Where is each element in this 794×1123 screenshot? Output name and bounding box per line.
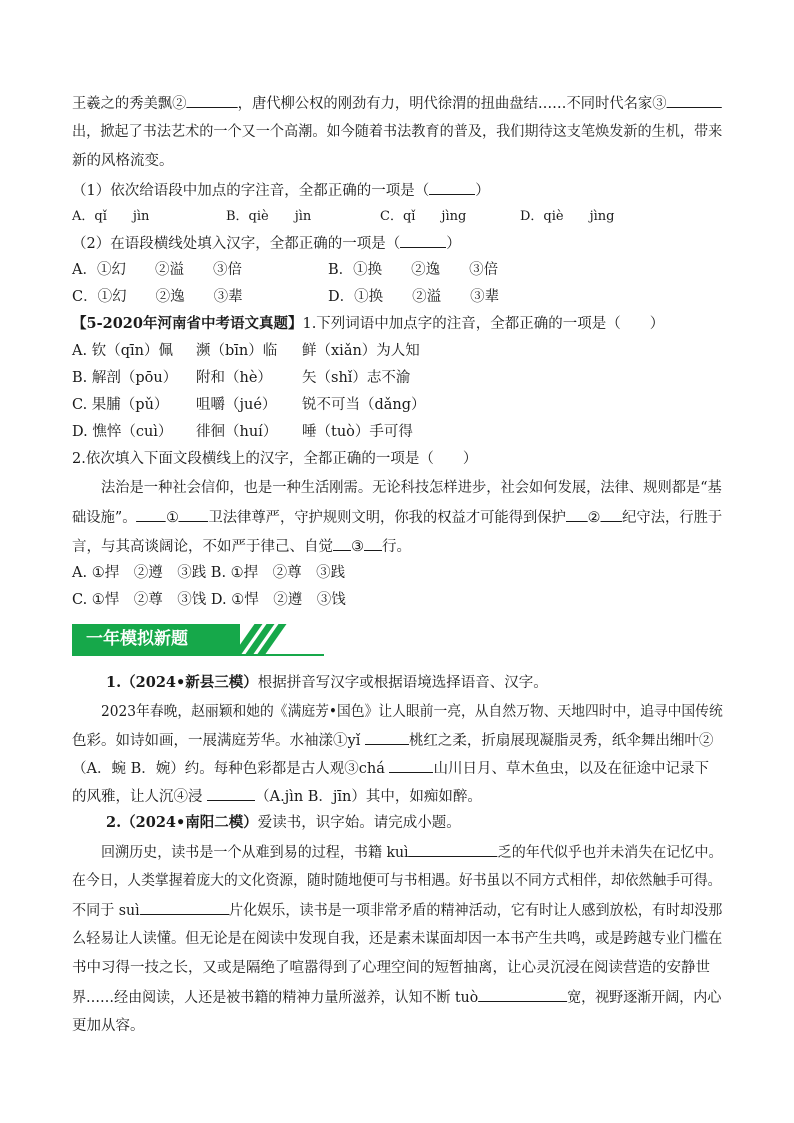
- source-tag: 【5-2020年河南省中考语文真题】: [72, 315, 303, 332]
- question-1-stem: （1）依次给语段中加点的字注音，全都正确的一项是（ ）: [72, 180, 490, 201]
- question-2-options-row-2: [72, 287, 499, 307]
- option-a[interactable]: A．qǐ jìn: [72, 209, 150, 224]
- henan-passage-line-3: 言，与其高谈阔论，不如严于律己、自觉 ③ 行。: [72, 536, 411, 557]
- henan-option-row-d: D. 憔悴（cuì） 徘徊（huí） 唾（tuò）手可得: [72, 424, 413, 440]
- answer-blank: [429, 180, 475, 195]
- henan-passage-line-1: 法治是一种社会信仰，也是一种生活刚需。无论科技怎样进步，社会如何发展，法律、规则都是“基: [101, 480, 722, 496]
- mock-question-2-stem: 2.（2024•南阳二模）爱读书，识字始。请完成小题。: [106, 814, 461, 831]
- source-tag: （2024•南阳二模）: [121, 814, 258, 831]
- option-c[interactable]: C．qǐ jìng: [380, 209, 467, 224]
- henan-option-row-a: A. 钦（qīn）佩 濒（bīn）临 鲜（xiǎn）为人知: [72, 343, 420, 359]
- henan-options-line-1[interactable]: A. ①捍 ②遵 ③践 B. ①捍 ②尊 ③践: [72, 565, 346, 581]
- mock-2-line-3: 不同于 suì 片化娱乐，读书是一项非常矛盾的精神活动，它有时让人感到放松，有时却没那: [72, 900, 722, 921]
- mock-2-line-6: 界……经由阅读，人还是被书籍的精神力量所滋养，认知不断 tuò 宽，视野逐渐开阔，内心: [72, 987, 721, 1008]
- mock-1-line-1: 2023年春晚，赵丽颖和她的《满庭芳•国色》让人眼前一亮，从自然万物、天地四时中，追寻中国传统: [101, 704, 723, 720]
- mock-2-line-5: 书中习得一技之长，又或是隔绝了喧嚣得到了心理空间的短暂抽离，让心灵沉浸在阅读营造的安静世: [72, 960, 710, 976]
- henan-passage-line-2: 础设施”。 ① 卫法律尊严，守护规则文明，你我的权益才可能得到保护 ② 纪守法，行胜于: [72, 507, 722, 528]
- question-2-stem: （2）在语段横线处填入汉字，全都正确的一项是（ ）: [72, 233, 461, 254]
- option-b[interactable]: B．①换 ②逸 ③倍: [328, 262, 499, 278]
- henan-question-1-stem: 【5-2020年河南省中考语文真题】1.下列词语中加点字的注音，全都正确的一项是（ ）: [72, 315, 665, 332]
- answer-blank: [400, 233, 446, 248]
- option-d[interactable]: D．①换 ②溢 ③辈: [328, 289, 500, 305]
- blank: [667, 93, 722, 108]
- passage-line-1: 王羲之的秀美飘② ，唐代柳公权的刚劲有力，明代徐渭的扭曲盘结……不同时代名家③: [72, 93, 722, 114]
- mock-2-line-2: 在今日，人类掌握着庞大的文化资源，随时随地便可与书相遇。好书虽以不同方式相伴，却依然触手可得。: [72, 873, 722, 889]
- mock-1-line-4: 的风雅，让人沉④浸 （A.jìn B．jīn）其中，如痴如醉。: [72, 786, 482, 807]
- mock-1-line-2: 色彩。如诗如画，一展满庭芳华。水袖漾①yǐ 桃红之柔，折扇展现凝脂灵秀，纸伞舞出缃叶②: [72, 730, 713, 751]
- mock-2-line-1: 回溯历史，读书是一个从难到易的过程，书籍 kuì 乏的年代似乎也并未消失在记忆中。: [101, 842, 722, 863]
- option-c[interactable]: C．①幻 ②逸 ③辈: [72, 289, 243, 305]
- mock-2-line-7: 更加从容。: [72, 1018, 145, 1034]
- henan-option-row-b: B. 解剖（pōu） 附和（hè） 矢（shǐ）志不渝: [72, 370, 411, 386]
- mock-question-1-stem: 1.（2024•新县三模）根据拼音写汉字或根据语境选择语音、汉字。: [106, 674, 548, 691]
- option-a[interactable]: A．①幻 ②溢 ③倍: [72, 262, 242, 278]
- question-2-options-row-1: [72, 260, 498, 280]
- question-1-options: [72, 207, 614, 227]
- mock-2-line-4: 么轻易让人读懂。但无论是在阅读中发现自我，还是素未谋面却因一本书产生共鸣，或是跨越专业门槛在: [72, 931, 723, 947]
- mock-1-line-3: （A．蜿 B．婉）约。每种色彩都是古人观③chá 山川日月、草木鱼虫，以及在征途中记录下: [72, 758, 709, 779]
- passage-line-2: 出，掀起了书法艺术的一个又一个高潮。如今随着书法教育的普及，我们期待这支笔焕发新的生机，带来: [72, 124, 723, 140]
- henan-question-2-stem: 2.依次填入下面文段横线上的汉字，全都正确的一项是（ ）: [72, 451, 478, 467]
- henan-option-row-c: C. 果脯（pǔ） 咀嚼（jué） 锐不可当（dǎng）: [72, 397, 426, 413]
- section-banner: [72, 624, 324, 656]
- blank: [186, 93, 237, 108]
- passage-line-3: 新的风格流变。: [72, 153, 174, 169]
- source-tag: （2024•新县三模）: [121, 674, 258, 691]
- section-title: 一年模拟新题: [72, 624, 240, 654]
- option-d[interactable]: D．qiè jìng: [520, 209, 615, 224]
- option-b[interactable]: B．qiè jìn: [226, 209, 312, 224]
- henan-options-line-2[interactable]: C. ①悍 ②尊 ③饯 D. ①悍 ②遵 ③饯: [72, 592, 346, 608]
- banner-underline: [72, 654, 324, 656]
